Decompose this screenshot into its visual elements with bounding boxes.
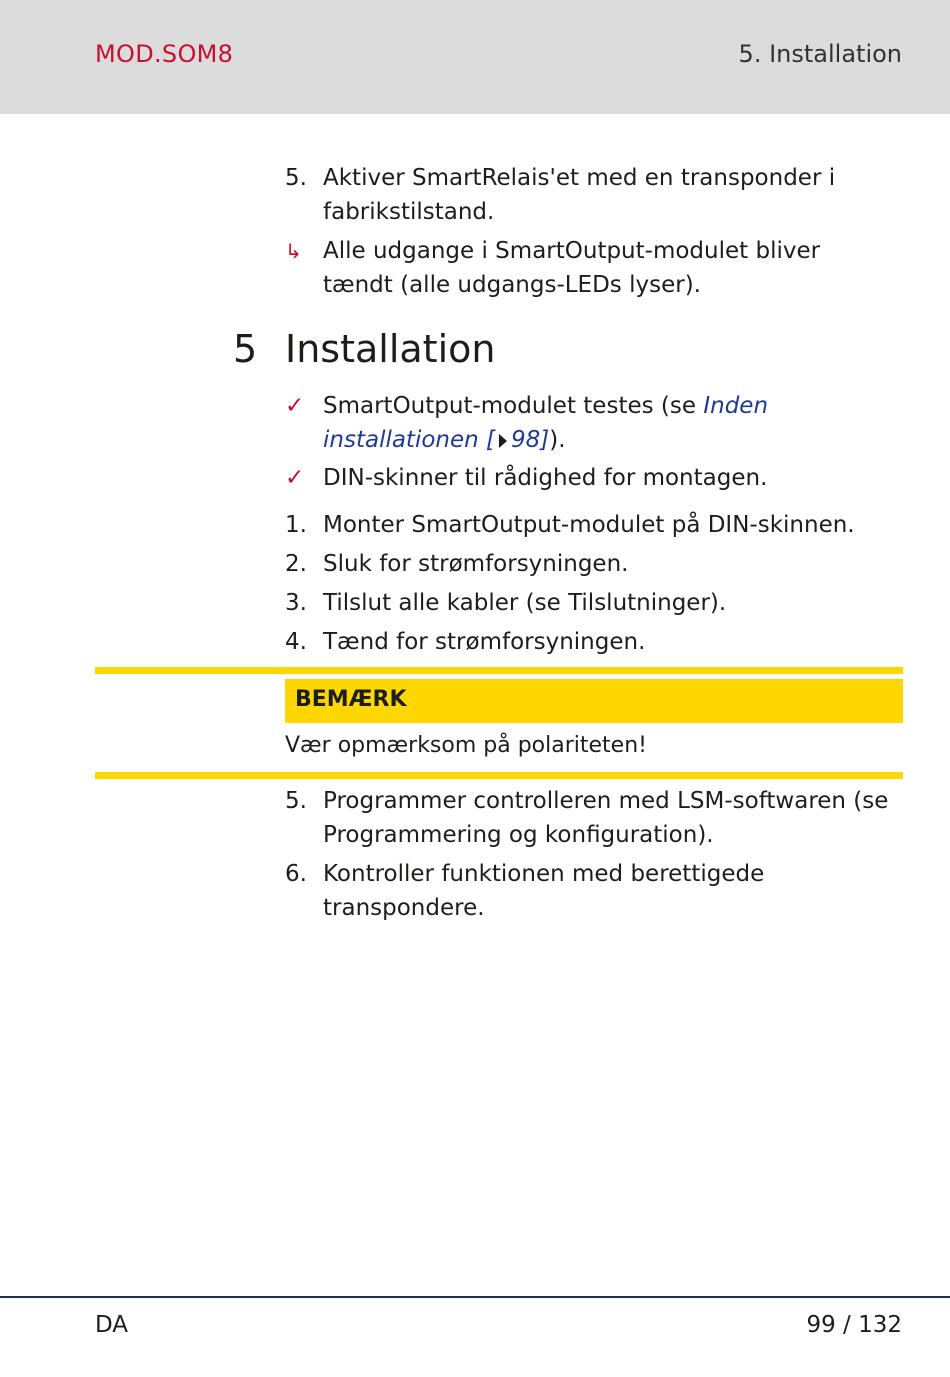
chapter-number: 5 <box>233 327 258 371</box>
chapter-title: Installation <box>285 327 496 371</box>
list-item <box>285 625 895 659</box>
note-heading-bar <box>285 679 903 723</box>
note-top-rule <box>95 667 903 674</box>
step-text: Tænd for strømforsyningen. <box>323 629 646 655</box>
page-arrow-icon <box>499 434 507 448</box>
note-heading: BEMÆRK <box>295 687 407 712</box>
step-number: 2. <box>285 551 307 577</box>
list-item <box>285 547 895 581</box>
list-item <box>285 508 895 542</box>
prerequisite-text: DIN-skinner til rådighed for montagen. <box>323 465 768 491</box>
step-text: Aktiver SmartRelais'et med en transponder i fabrikstilstand. <box>323 165 836 225</box>
step-text: Programmer controlleren med LSM-softwaren (se Programmering og konfiguration). <box>323 788 889 848</box>
step-number: 6. <box>285 861 307 887</box>
step-text: Monter SmartOutput-modulet på DIN-skinnen. <box>323 512 855 538</box>
list-item <box>285 234 895 302</box>
step-number: 5. <box>285 165 307 191</box>
step-text: Kontroller funktionen med berettigede transpondere. <box>323 861 765 921</box>
footer-language: DA <box>95 1312 129 1338</box>
checkmark-icon: ✓ <box>285 465 305 491</box>
prerequisite-text-after: ). <box>549 427 566 453</box>
link-page: 98] <box>511 427 550 453</box>
checkmark-icon: ✓ <box>285 393 305 419</box>
page-header <box>0 0 950 114</box>
prerequisite-item <box>285 389 895 457</box>
footer-rule <box>0 1296 950 1298</box>
note-bottom-rule <box>95 772 903 779</box>
result-arrow-icon: ↳ <box>285 239 302 263</box>
list-item <box>285 784 895 852</box>
step-text: Sluk for strømforsyningen. <box>323 551 629 577</box>
page-number: 99 / 132 <box>806 1312 902 1338</box>
step-text: Tilslut alle kabler (se Tilslutninger). <box>323 590 727 616</box>
section-title: 5. Installation <box>738 40 902 68</box>
brand-logo: MOD.SOM8 <box>95 40 234 68</box>
step-number: 3. <box>285 590 307 616</box>
result-text: Alle udgange i SmartOutput-modulet bliver tændt (alle udgangs-LEDs lyser). <box>323 238 821 298</box>
step-number: 4. <box>285 629 307 655</box>
prerequisite-text <box>323 389 895 457</box>
prerequisite-text-before: SmartOutput-modulet testes (se <box>323 393 704 419</box>
prerequisite-item <box>285 461 895 495</box>
note-body: Vær opmærksom på polariteten! <box>285 733 647 758</box>
step-number: 5. <box>285 788 307 814</box>
list-item <box>285 161 895 229</box>
step-number: 1. <box>285 512 307 538</box>
list-item <box>285 586 895 620</box>
list-item <box>285 857 895 925</box>
link-label: Inden installationen [ <box>323 393 769 453</box>
